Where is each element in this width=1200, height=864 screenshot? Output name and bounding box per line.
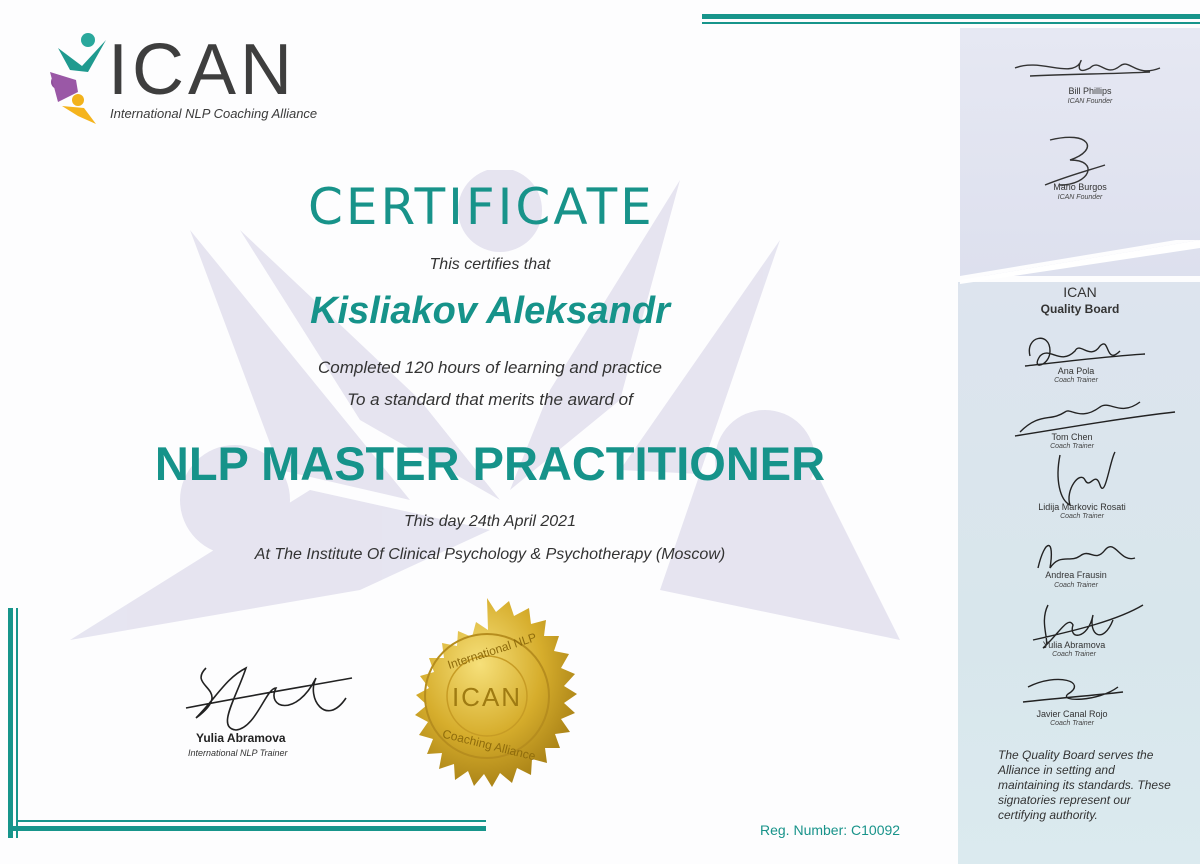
founder-1-role: ICAN Founder (1067, 98, 1113, 105)
recipient-name: Kisliakov Aleksandr (310, 290, 670, 332)
founder-2-role: ICAN Founder (1057, 194, 1103, 201)
board-member-4-name: Andrea Frausin (1045, 570, 1107, 580)
standard-text: To a standard that merits the award of (347, 390, 633, 409)
seal-ring-bottom: Coaching Alliance (441, 726, 537, 764)
top-border-thin (702, 22, 1200, 24)
board-signature-3 (1040, 450, 1120, 510)
board-member-1-name: Ana Pola (1057, 366, 1095, 376)
board-member-5-name: Yulia Abramova (1042, 640, 1106, 650)
board-member-5-role: Coach Trainer (1052, 651, 1096, 658)
certifies-text: This certifies that (429, 256, 551, 273)
left-border (8, 608, 13, 838)
board-signature-6 (1018, 672, 1128, 712)
founder-signature-2 (1040, 130, 1110, 190)
logo-subtitle: International NLP Coaching Alliance (110, 106, 318, 121)
board-member-3-role: Coach Trainer (1060, 513, 1104, 520)
logo-title: ICAN (108, 30, 297, 110)
ican-logo-icon (48, 32, 110, 124)
bottom-border (8, 826, 486, 831)
quality-board-description: The Quality Board serves the Alliance in setting and maintaining its standards. These signatories represent our certifying authority. (998, 748, 1171, 822)
founder-1-name: Bill Phillips (1068, 86, 1112, 96)
board-member-3-name: Lidija Markovic Rosati (1038, 502, 1126, 512)
certificate-heading: CERTIFICATE (308, 178, 655, 236)
award-location: At The Institute Of Clinical Psychology & Psychotherapy (Moscow) (254, 546, 726, 563)
award-date: This day 24th April 2021 (404, 513, 576, 530)
top-border (702, 14, 1200, 19)
side-panel-divider (960, 240, 1200, 284)
registration-number: Reg. Number: C10092 (760, 822, 901, 838)
board-member-6-role: Coach Trainer (1050, 720, 1094, 727)
board-member-4-role: Coach Trainer (1054, 582, 1098, 589)
gold-seal (384, 598, 590, 804)
trainer-role: International NLP Trainer (188, 748, 288, 758)
award-title: NLP MASTER PRACTITIONER (154, 437, 826, 490)
board-member-2-name: Tom Chen (1051, 432, 1093, 442)
board-title: ICAN (1063, 284, 1097, 300)
board-member-1-role: Coach Trainer (1054, 377, 1098, 384)
board-member-2-role: Coach Trainer (1050, 443, 1094, 450)
bottom-border-thin (16, 820, 486, 822)
watermark-figure (60, 170, 940, 670)
seal-ring-top: International NLP (445, 630, 539, 672)
founder-2-name: Mario Burgos (1053, 182, 1107, 192)
board-member-6-name: Javier Canal Rojo (1036, 709, 1108, 719)
trainer-name: Yulia Abramova (196, 731, 286, 745)
board-subtitle: Quality Board (1040, 302, 1120, 316)
seal-center-text: ICAN (451, 682, 523, 712)
trainer-signature (176, 658, 356, 738)
completed-text: Completed 120 hours of learning and practice (318, 358, 662, 377)
left-border-thin (16, 608, 18, 838)
